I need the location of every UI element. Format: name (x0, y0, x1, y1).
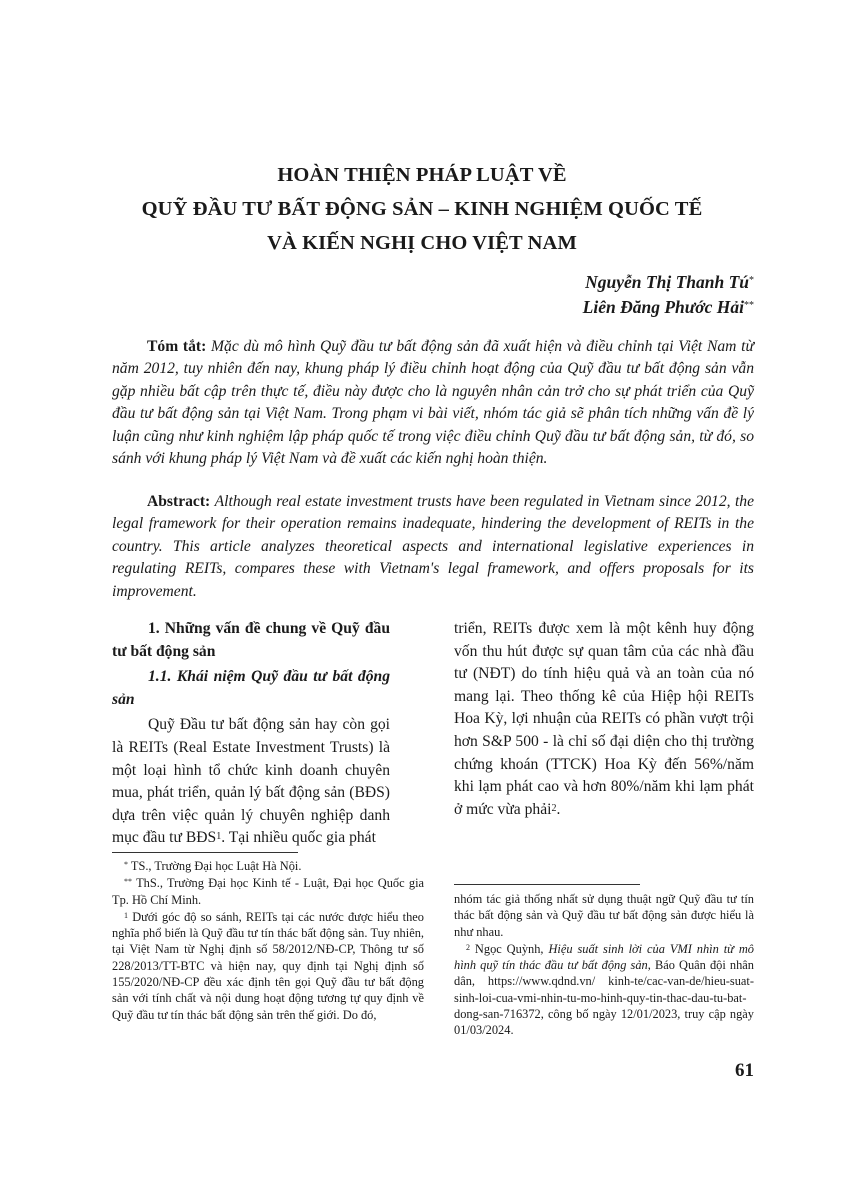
footnote-mark: 2 (466, 942, 470, 952)
para-right-text: triển, REITs được xem là một kênh huy động vốn thu hút được sự quan tâm của các nhà đầu tư (NĐT) do tính hiệu quả và an toàn của nó mang lại. Theo thống kê của Hiệp hội REITs Hoa Kỳ, lợi nhuận của REITs có phần vượt trội hơn S&P 500 - là chỉ số đại diện cho thị trường chứng khoán (TTCK) Hoa Kỳ đến 56%/năm khi lạm phát cao và hơn 80%/năm khi lạm phát ở mức vừa phải (454, 620, 754, 818)
author-1 (583, 270, 754, 295)
footnote-text: TS., Trường Đại học Luật Hà Nội. (130, 859, 302, 873)
footnote-2-title: Hiệu suất sinh lời của VMI nhìn từ mô hình quỹ tín thác đầu tư bất động sản (454, 941, 754, 973)
author-2-name: Liên Đăng Phước Hải (582, 297, 744, 317)
footnote-mark: ** (124, 877, 132, 887)
footnote-text: ThS., Trường Đại học Kinh tế - Luật, Đại học Quốc gia Tp. Hồ Chí Minh. (112, 876, 425, 907)
title-line-2: QUỸ ĐẦU TƯ BẤT ĐỘNG SẢN – KINH NGHIỆM QUỐC TẾ (141, 198, 703, 220)
footnotes-right (454, 891, 754, 1040)
subsection-heading: 1.1. Khái niệm Quỹ đầu tư bất động sản (112, 668, 390, 708)
footnotes-left (112, 858, 424, 1024)
body-paragraph-left (112, 714, 390, 850)
para-right-tail: . (556, 800, 561, 818)
author-1-name: Nguyễn Thị Thanh Tú (585, 272, 749, 292)
footnote-ref-1[interactable]: 1 (216, 831, 222, 843)
section-heading: 1. Những vấn đề chung về Quỹ đầu tư bất động sản (112, 620, 390, 660)
abstract-vi-text: Mặc dù mô hình Quỹ đầu tư bất động sản đã xuất hiện và điều chỉnh tại Việt Nam từ năm 2012, tuy nhiên đến nay, khung pháp lý điều chỉnh hoạt động của Quỹ đầu tư bất động sản vẫn gặp nhiều bất cập trên thực tế, điều này được cho là nguyên nhân cản trở cho sự phát triển của Quỹ đầu tư bất động sản tại Việt Nam. Trong phạm vi bài viết, nhóm tác giả sẽ phân tích những vấn đề lý luận cũng như kinh nghiệm lập pháp quốc tế trong việc điều chỉnh Quỹ đầu tư bất động sản, từ đó, so sánh với khung pháp lý Việt Nam và đề xuất các kiến nghị hoàn thiện. (112, 338, 754, 468)
title-line-3: VÀ KIẾN NGHỊ CHO VIỆT NAM (267, 232, 577, 254)
footnote-mark: 1 (124, 910, 128, 920)
footnote-mark: * (124, 860, 128, 869)
para-left-tail: . Tại nhiều quốc gia phát (221, 829, 376, 847)
abstract-vi-label: Tóm tắt: (147, 338, 207, 355)
footnote-author-2 (112, 875, 424, 908)
para-left-text: Quỹ Đầu tư bất động sản hay còn gọi là REITs (Real Estate Investment Trusts) là một loại hình tổ chức kinh doanh chuyên mua, phát triển, quản lý bất động sản (BĐS) dựa trên việc quản lý chuyên nghiệp danh mục đầu tư BĐS (112, 716, 390, 847)
footnote-ref-2[interactable]: 2 (551, 802, 557, 814)
abstract-en-text: Although real estate investment trusts have been regulated in Vietnam since 2012, the legal framework for their operation remains inadequate, hindering the development of REITs in the country. This article analyzes theoretical aspects and international legislative experiences in regulating REITs, compares these with Vietnam's legal framework, and offers proposals for its improvement. (112, 493, 754, 600)
abstract-en-label: Abstract: (147, 493, 211, 510)
footnote-divider-left (112, 852, 298, 853)
body-paragraph-right (454, 618, 754, 821)
author-1-mark: * (749, 275, 754, 286)
footnote-2-author: Ngọc Quỳnh, (474, 941, 544, 956)
footnote-text: Dưới góc độ so sánh, REITs tại các nước được hiểu theo nghĩa phổ biến là Quỹ đầu tư tín thác bất động sản. Tuy nhiên, tại Việt Nam từ Nghị định số 58/2012/NĐ-CP, Thông tư số 228/2013/TT-BTC và hiện nay, quy định tại Nghị định số 155/2020/NĐ-CP đều xác định tên gọi Quỹ đầu tư bất động sản với tính chất và nội dung hoạt động tương tự quy định về Quỹ đầu tư tín thác bất động sản trên thế giới. Do đó, (112, 909, 424, 1022)
body-column-left (112, 618, 390, 850)
footnote-1-continued: nhóm tác giả thống nhất sử dụng thuật ngữ Quỹ đầu tư tín thác bất động sản và Quỹ đầu tư bất động sản được hiểu là như nhau. (454, 892, 754, 939)
footnote-author-1 (112, 858, 424, 874)
author-2 (583, 295, 754, 320)
footnote-divider-right (454, 884, 640, 885)
page-number: 61 (735, 1060, 754, 1081)
abstract-english (112, 491, 754, 603)
footnote-2 (454, 941, 754, 1039)
title-line-1: HOÀN THIỆN PHÁP LUẬT VỀ (277, 164, 567, 186)
article-title (90, 158, 754, 260)
author-2-mark: ** (744, 300, 754, 311)
footnote-2-rest: , Báo Quân đội nhân dân, https://www.qdnd.vn/ kinh-te/cac-van-de/hieu-suat-sinh-loi-cua-vmi-nhin-tu-mo-hinh-quy-tin-thac-dau-tu-bat-dong-san-716372, công bố ngày 12/01/2023, truy cập ngày 01/03/2024. (454, 958, 754, 1038)
author-block (583, 270, 754, 320)
footnote-1 (112, 909, 424, 1023)
body-column-right (454, 618, 754, 821)
abstract-vietnamese (112, 336, 754, 470)
